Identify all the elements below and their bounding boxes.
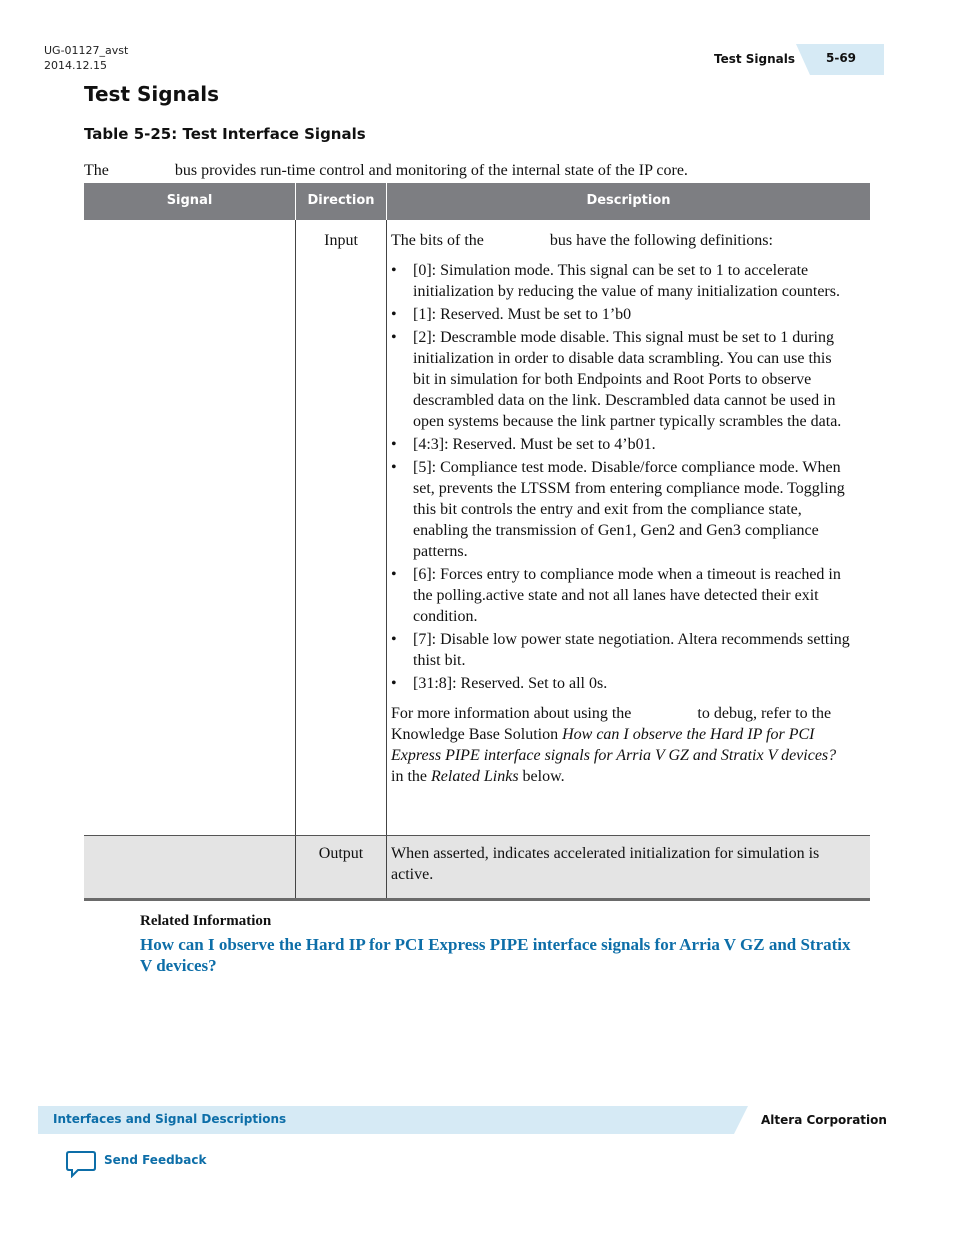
col-header-direction: Direction — [307, 193, 375, 208]
row2-direction: Output — [318, 845, 364, 862]
list-item: • [5]: Compliance test mode. Disable/force compliance mode. When set, prevents the LTSSM from entering compliance mode. Toggling this bit controls the entry and exit from the compliance state, enabling the transmission of Gen1, Gen2 and Gen3 compliance patterns. — [391, 457, 851, 562]
more-info-p1: For more information about using the — [391, 705, 632, 722]
list-item: • [1]: Reserved. Must be set to 1’b0 — [391, 304, 851, 325]
more-info-paragraph — [391, 703, 851, 787]
related-links-ref: Related Links — [431, 768, 519, 785]
section-title: Test Signals — [84, 82, 220, 106]
list-item: • [7]: Disable low power state negotiation. Altera recommends setting thist bit. — [391, 629, 851, 671]
doc-date: 2014.12.15 — [44, 59, 107, 72]
intro-paragraph — [84, 161, 688, 181]
desc-intro-before: The bits of the — [391, 232, 484, 249]
related-info-title: Related Information — [140, 913, 272, 929]
list-item: • [0]: Simulation mode. This signal can be set to 1 to accelerate initialization by reducing the value of many initialization counters. — [391, 260, 851, 302]
list-item: • [2]: Descramble mode disable. This signal must be set to 1 during initialization in order to disable data scrambling. You can use this bit in simulation for both Endpoints and Root Ports to observe descrambled data on the link. Descrambled data cannot be used in open systems because the link partner typically scrambles the data. — [391, 327, 851, 432]
table-bottom-rule — [84, 898, 870, 901]
send-feedback-link[interactable]: Send Feedback — [104, 1153, 207, 1167]
col-header-signal: Signal — [166, 193, 213, 208]
table-caption: Table 5-25: Test Interface Signals — [84, 125, 366, 143]
doc-id: UG-01127_avst — [44, 44, 129, 57]
row1-direction: Input — [324, 232, 358, 249]
row2-description: When asserted, indicates accelerated initialization for simulation is active. — [391, 845, 820, 883]
list-item: • [4:3]: Reserved. Must be set to 4’b01. — [391, 434, 851, 455]
col-header-description: Description — [586, 193, 671, 208]
related-info-link[interactable]: How can I observe the Hard IP for PCI Express PIPE interface signals for Arria V GZ and Stratix V devices? — [140, 935, 851, 975]
header-page-number: 5-69 — [826, 51, 857, 65]
row1-desc-intro — [391, 230, 851, 251]
more-info-p2: to debug, refer to the Knowledge Base Solution — [391, 705, 832, 743]
desc-intro-after: bus have the following definitions: — [549, 232, 773, 249]
more-info-p4: below. — [522, 768, 565, 785]
header-divider — [386, 183, 387, 220]
column-divider — [386, 220, 387, 898]
bit-definitions-list — [391, 260, 851, 694]
header-divider — [295, 183, 296, 220]
row1-description — [391, 230, 851, 787]
header-section-title: Test Signals — [714, 52, 796, 66]
list-item: • [6]: Forces entry to compliance mode when a timeout is reached in the polling.active state and not all lanes have detected their exit condition. — [391, 564, 851, 627]
chat-bubble-icon[interactable] — [66, 1150, 96, 1178]
doc-id-block — [44, 43, 128, 73]
column-divider — [295, 220, 296, 898]
intro-after: bus provides run-time control and monitoring of the internal state of the IP core. — [174, 162, 688, 179]
row-divider — [84, 835, 870, 836]
footer-chapter-link[interactable]: Interfaces and Signal Descriptions — [53, 1112, 287, 1126]
footer-company: Altera Corporation — [761, 1113, 887, 1127]
more-info-p3: in the — [391, 768, 427, 785]
list-item: • [31:8]: Reserved. Set to all 0s. — [391, 673, 851, 694]
intro-before: The — [84, 162, 109, 179]
kb-solution-title: How can I observe the Hard IP for PCI Express PIPE interface signals for Arria V GZ and Stratix V devices? — [391, 726, 837, 764]
table-header — [84, 183, 870, 220]
